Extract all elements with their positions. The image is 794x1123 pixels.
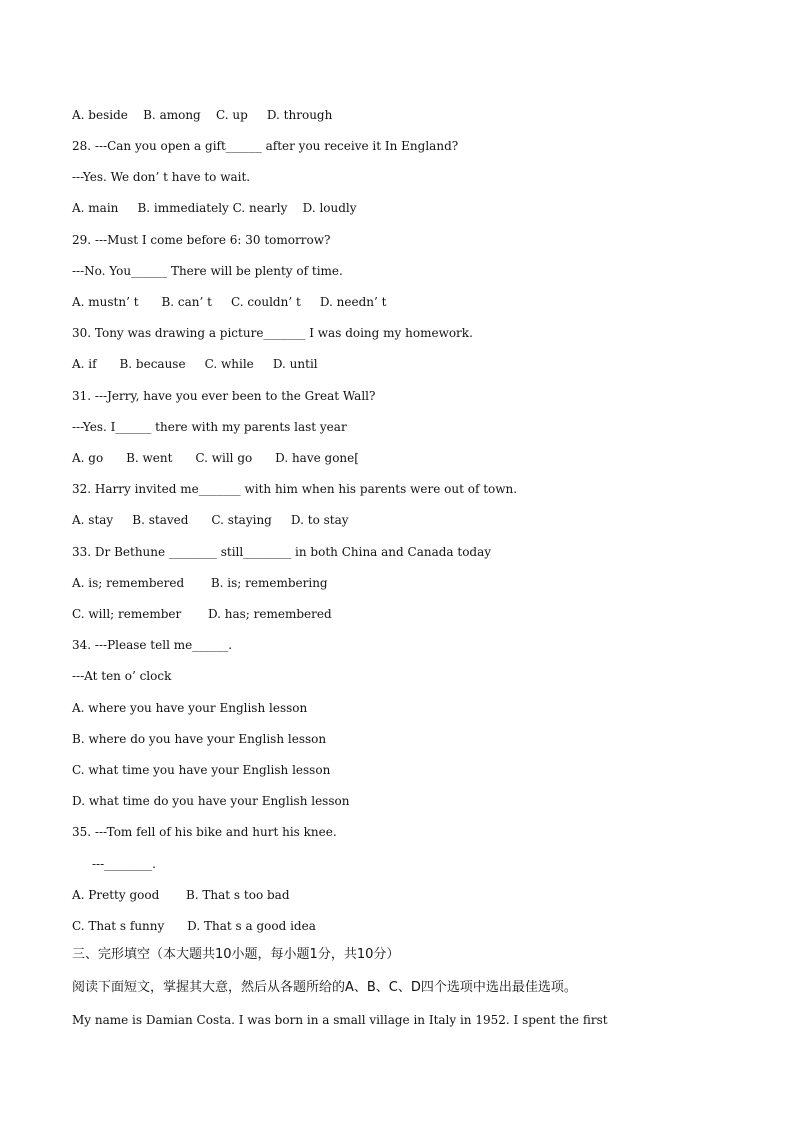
q29-options: A. mustn’ t B. can’ t C. couldn’ t D. needn’ t bbox=[72, 295, 387, 309]
q27-options: A. beside B. among C. up D. through bbox=[72, 108, 333, 122]
q35-reply: ---________. bbox=[92, 857, 156, 871]
q32-stem: 32. Harry invited me_______ with him when his parents were out of town. bbox=[72, 482, 518, 496]
q34-option-a: A. where you have your English lesson bbox=[72, 701, 308, 715]
q29-reply: ---No. You______ There will be plenty of time. bbox=[72, 264, 343, 278]
q35-options-cd: C. That s funny D. That s a good idea bbox=[72, 919, 316, 933]
q29-stem: 29. ---Must I come before 6: 30 tomorrow? bbox=[72, 233, 331, 247]
q31-stem: 31. ---Jerry, have you ever been to the Great Wall? bbox=[72, 389, 376, 403]
q33-options-cd: C. will; remember D. has; remembered bbox=[72, 607, 332, 621]
section-instruction: 阅读下面短文，掌握其大意，然后从各题所给的A、B、C、D四个选项中选出最佳选项。 bbox=[72, 980, 577, 995]
q31-options: A. go B. went C. will go D. have gone[ bbox=[72, 451, 359, 465]
q35-options-ab: A. Pretty good B. That s too bad bbox=[72, 888, 290, 902]
q33-stem: 33. Dr Bethune ________ still________ in both China and Canada today bbox=[72, 545, 492, 559]
q30-stem: 30. Tony was drawing a picture_______ I was doing my homework. bbox=[72, 326, 473, 340]
passage-first-line: My name is Damian Costa. I was born in a small village in Italy in 1952. I spent the first bbox=[72, 1013, 608, 1027]
q31-reply: ---Yes. I______ there with my parents last year bbox=[72, 420, 347, 434]
q34-option-d: D. what time do you have your English lesson bbox=[72, 794, 350, 808]
q34-option-c: C. what time you have your English lesson bbox=[72, 763, 331, 777]
q33-options-ab: A. is; remembered B. is; remembering bbox=[72, 576, 328, 590]
q32-options: A. stay B. staved C. staying D. to stay bbox=[72, 513, 349, 527]
q34-stem: 34. ---Please tell me______. bbox=[72, 638, 233, 652]
q34-option-b: B. where do you have your English lesson bbox=[72, 732, 327, 746]
q30-options: A. if B. because C. while D. until bbox=[72, 357, 318, 371]
q28-stem: 28. ---Can you open a gift______ after you receive it In England? bbox=[72, 139, 459, 153]
section-heading: 三、完形填空（本大题共10小题，每小题1分，共10分） bbox=[72, 947, 400, 962]
q28-reply: ---Yes. We don’ t have to wait. bbox=[72, 170, 251, 184]
q35-stem: 35. ---Tom fell of his bike and hurt his knee. bbox=[72, 825, 337, 839]
q28-options: A. main B. immediately C. nearly D. loudly bbox=[72, 201, 357, 215]
q34-reply: ---At ten o’ clock bbox=[72, 669, 172, 683]
